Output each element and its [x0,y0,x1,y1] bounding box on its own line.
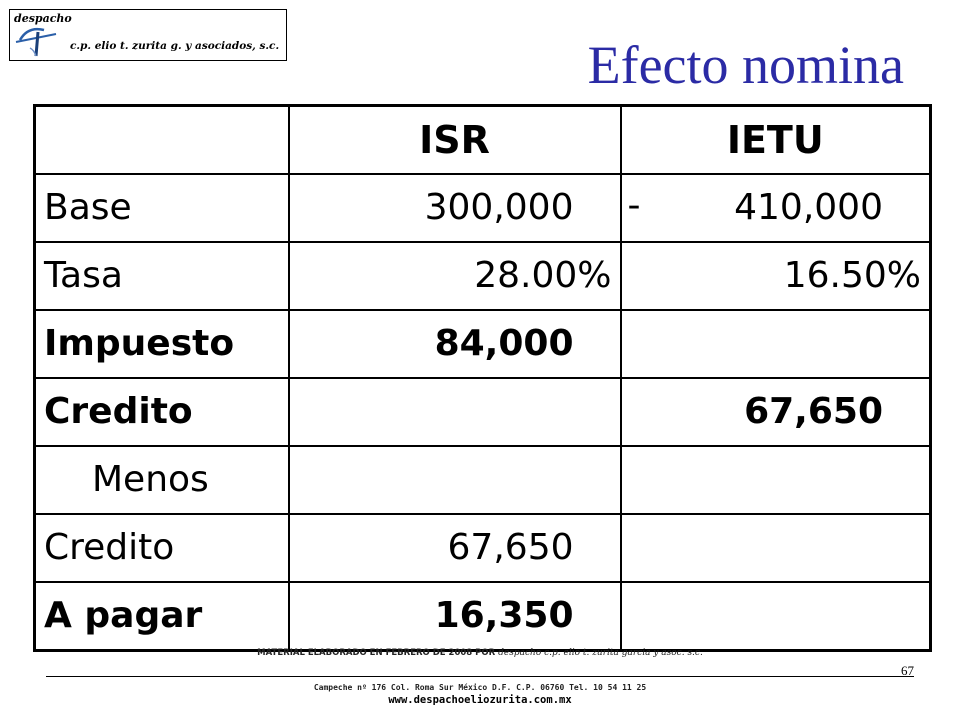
header-cell-blank [35,106,289,175]
row-label: A pagar [35,582,289,651]
footer-address: Campeche nº 176 Col. Roma Sur México D.F. C.P. 06760 Tel. 10 54 11 25 [313,683,647,692]
row-label: Tasa [35,242,289,310]
table-row-base [35,174,931,242]
isr-value [289,378,621,446]
footer-firm-name: despacho c.p. elio t. zurita garcia y asoc. s.c. [498,648,703,658]
table-header-row [35,106,931,175]
row-label: Credito [35,378,289,446]
company-logo [9,9,287,61]
row-label: Menos [35,446,289,514]
ietu-value: 16.50% [621,242,931,310]
page-number: 67 [901,663,914,678]
row-label: Impuesto [35,310,289,378]
isr-value: 28.00% [289,242,621,310]
footer-website-link[interactable]: www.despachoeliozurita.com.mx [388,694,572,706]
isr-value: 16,350 [289,582,621,651]
ietu-value [621,446,931,514]
table-row-a-pagar [35,582,931,651]
ietu-value [621,582,931,651]
table-row-credito-ietu [35,378,931,446]
table-row-tasa [35,242,931,310]
ietu-value: 67,650 [621,378,931,446]
footer-material-note [0,648,960,658]
tax-comparison-table [33,104,932,652]
table-row-impuesto [35,310,931,378]
logo-mark-icon [14,20,60,58]
header-cell-ietu: IETU [621,106,931,175]
page-title: Efecto nomina [587,35,904,95]
isr-value: 67,650 [289,514,621,582]
row-label: Credito [35,514,289,582]
logo-brand-text: despacho [14,12,72,25]
ietu-value [621,514,931,582]
row-label: Base [35,174,289,242]
footer-divider [46,676,914,677]
isr-value: 300,000 [289,174,621,242]
ietu-value-cell [621,174,931,242]
ietu-value: 410,000 [734,187,883,228]
logo-firm-name: c.p. elio t. zurita g. y asociados, s.c. [70,40,280,52]
table-row-menos [35,446,931,514]
table-row-credito-isr [35,514,931,582]
header-cell-isr: ISR [289,106,621,175]
ietu-prefix: - [627,185,641,227]
isr-value [289,446,621,514]
isr-value: 84,000 [289,310,621,378]
footer-material-text: MATERIAL ELABORADO EN FEBRERO DE 2008 POR [257,648,496,658]
ietu-value [621,310,931,378]
